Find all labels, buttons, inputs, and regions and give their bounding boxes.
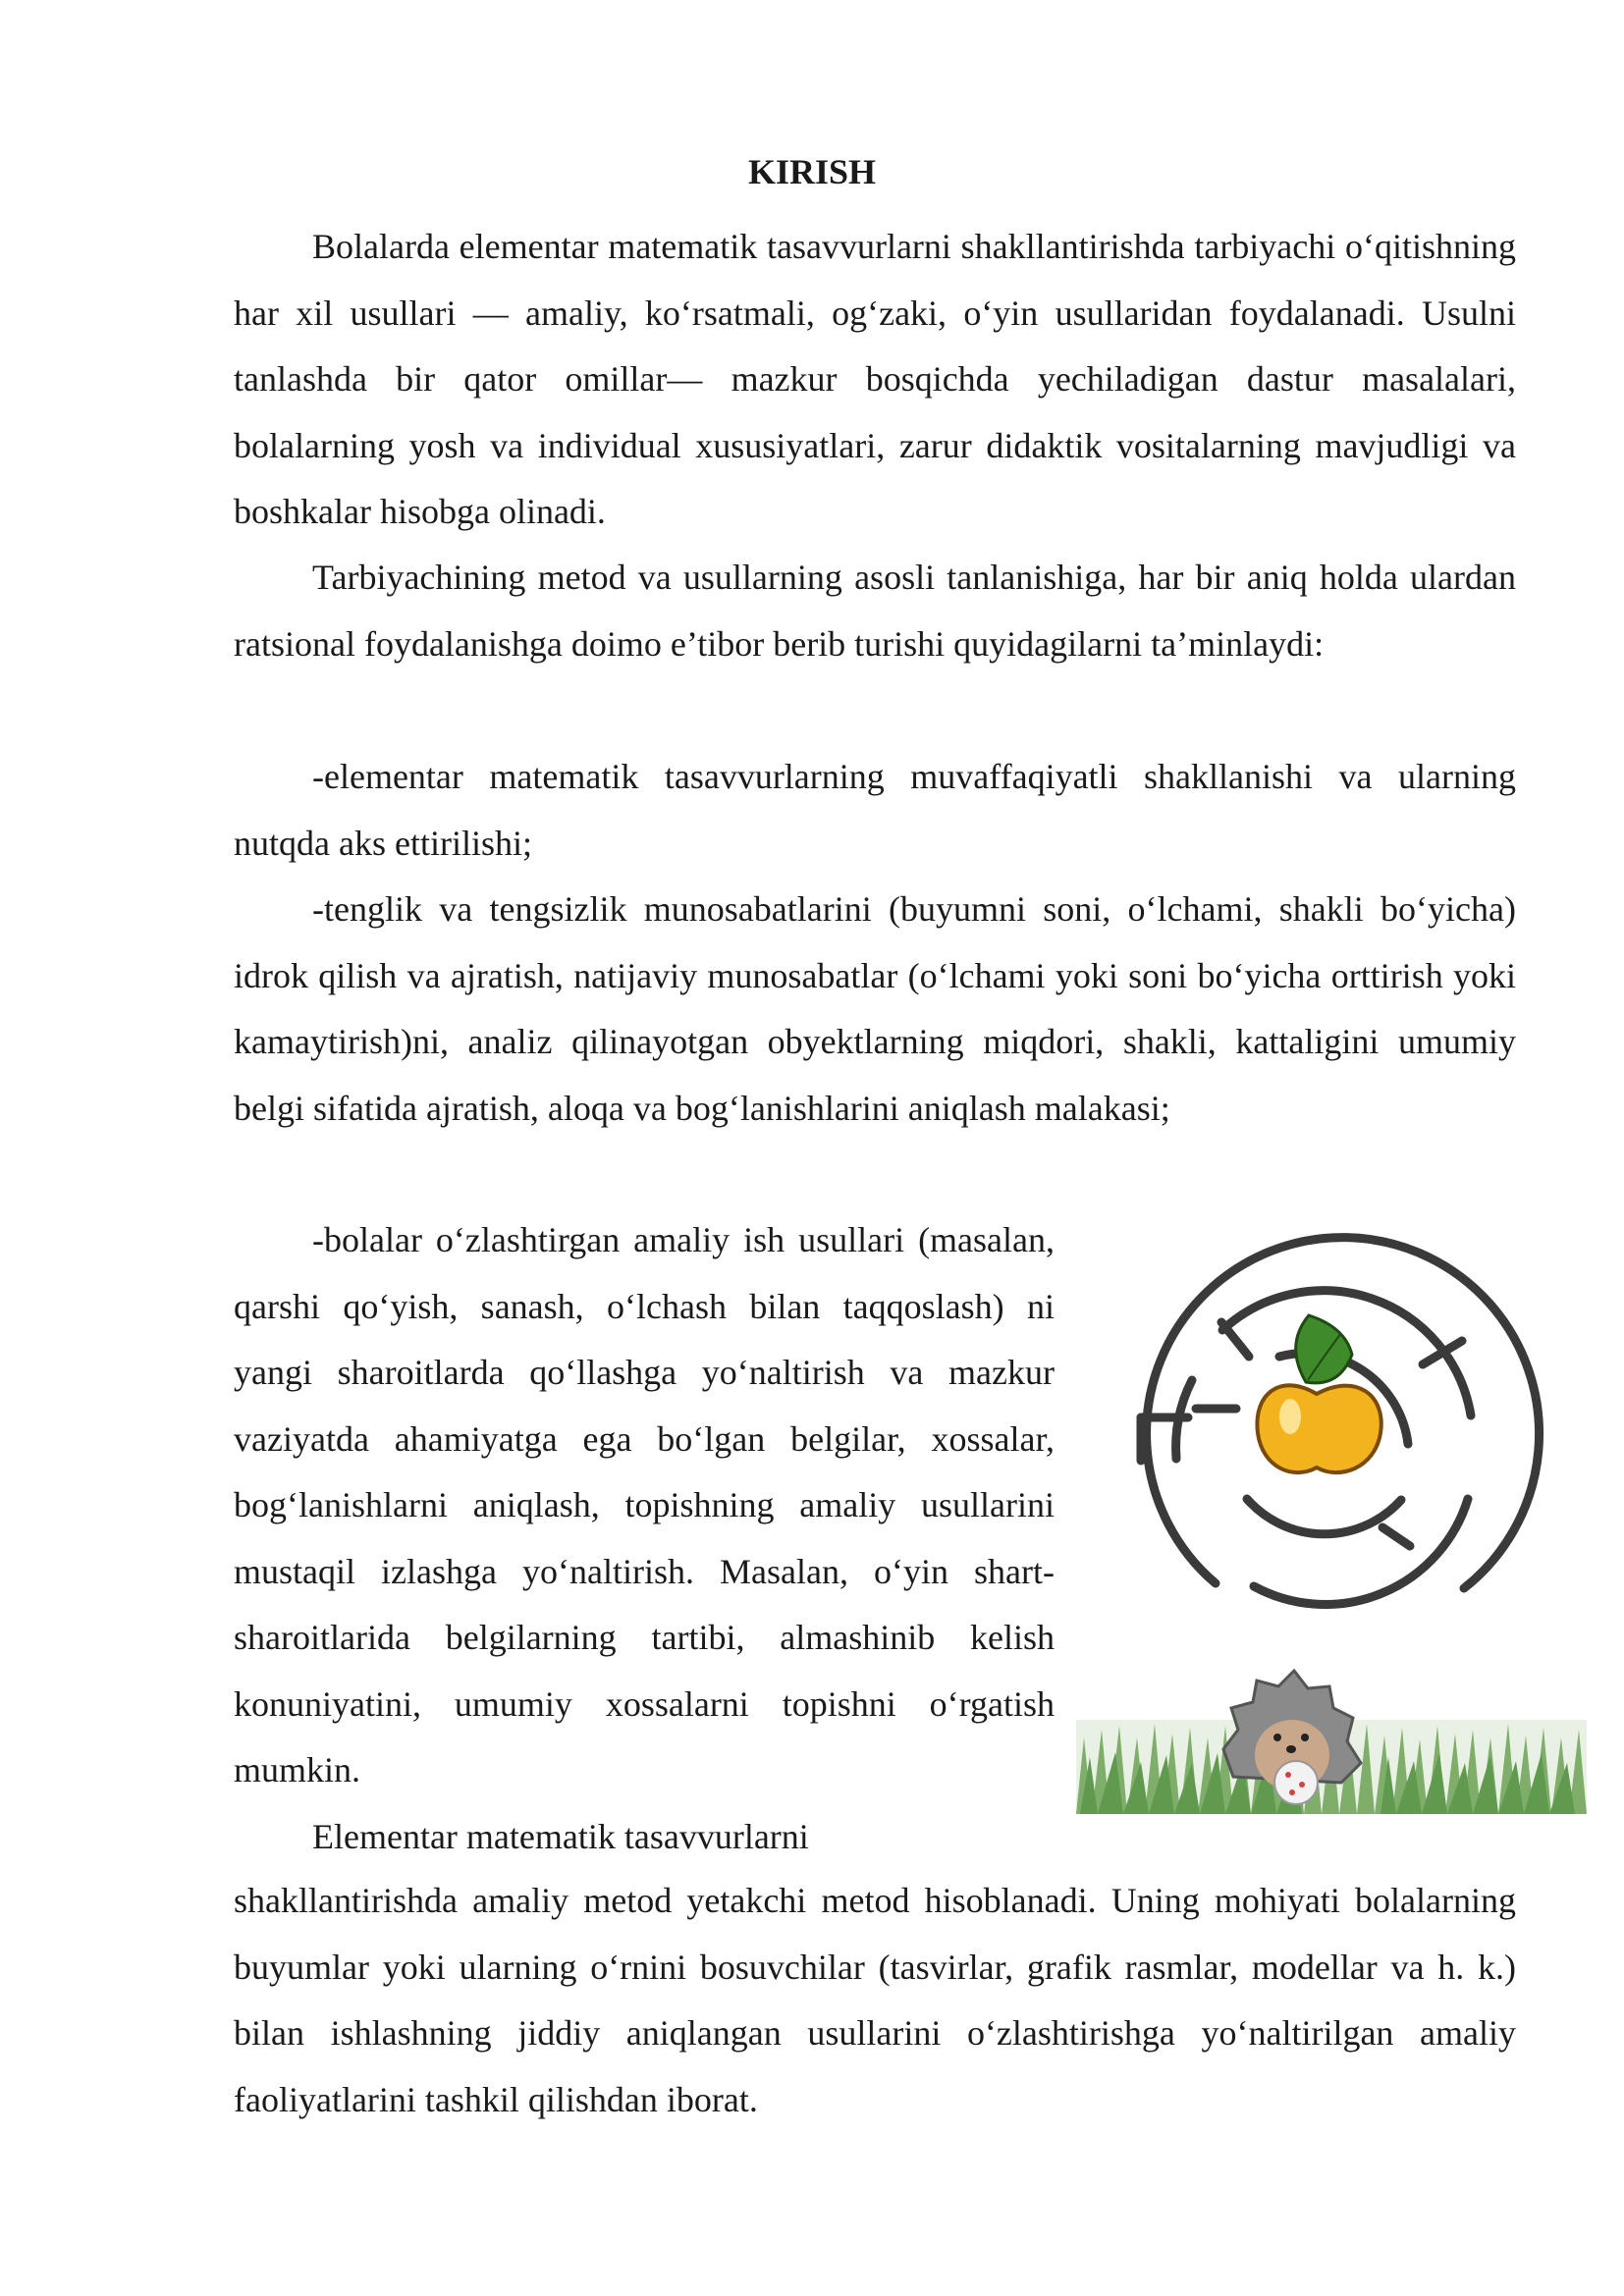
- paragraph-methods: Tarbiyachining metod va usullarning asosli tanlanishiga, har bir aniq holda ulardan ratsional foydalanishga doimo e’tibor berib turishi quyidagilarni ta’minlaydi:: [234, 558, 1516, 664]
- paragraph-conclusion: shakllantirishda amaliy metod yetakchi metod hisoblanadi. Uning mohiyati bolalarning buyumlar yoki ularning oʻrnini bosuvchilar (tasvirlar, grafik rasmlar, modellar va h. k.) bilan ishlashning jiddiy aniqlangan usullarini oʻzlashtirishga yoʻnaltirilgan amaliy faoliyatlarini tashkil qilishdan iborat.: [234, 1881, 1516, 2119]
- paragraph-item-2: -tenglik va tengsizlik munosabatlarini (buyumni soni, oʻlchami, shakli boʻyicha) idrok qilish va ajratish, natijaviy munosabatlar (oʻlchami yoki soni boʻyicha orttirish yoki kamaytirish)ni, analiz qilinayotgan obyektlarning miqdori, shakli, kattaligini umumiy belgi sifatida ajratish, aloqa va bogʻlanishlarini aniqlash malakasi;: [234, 889, 1516, 1128]
- paragraph-intro: Bolalarda elementar matematik tasavvurlarni shakllantirishda tarbiyachi oʻqitishning har xil usullari — amaliy, koʻrsatmali, ogʻzaki, oʻyin usullaridan foydalanadi. Usulni tanlashda bir qator omillar— mazkur bosqichda yechiladigan dastur masalalari, bolalarning yosh va individual xususiyatlari, zarur didaktik vositalarning mavjudligi va boshkalar hisobga olinadi.: [234, 227, 1516, 531]
- paragraph-conclusion-start: Elementar matematik tasavvurlarni: [312, 1817, 809, 1856]
- paragraph-item-1: -elementar matematik tasavvurlarning muvaffaqiyatli shakllanishi va ularning nutqda aks ettirilishi;: [234, 757, 1516, 863]
- maze-illustration: [1076, 1227, 1587, 1826]
- page-title: KIRISH: [747, 152, 877, 191]
- paragraph-item-3: -bolalar oʻzlashtirgan amaliy ish usullari (masalan, qarshi qoʻyish, sanash, oʻlchash bilan taqqoslash) ni yangi sharoitlarda qoʻllashga yoʻnaltirish va mazkur vaziyatda ahamiyatga ega boʻlgan belgilar, xossalar, bogʻlanishlarni aniqlash, topishning amaliy usullarini mustaqil izlashga yoʻnaltirish. Masalan, oʻyin shart-sharoitlarida belgilarning tartibi, almashinib kelish konuniyatini, umumiy xossalarni topishni oʻrgatish mumkin.: [234, 1220, 1055, 1789]
- apple-icon: [1257, 1315, 1380, 1472]
